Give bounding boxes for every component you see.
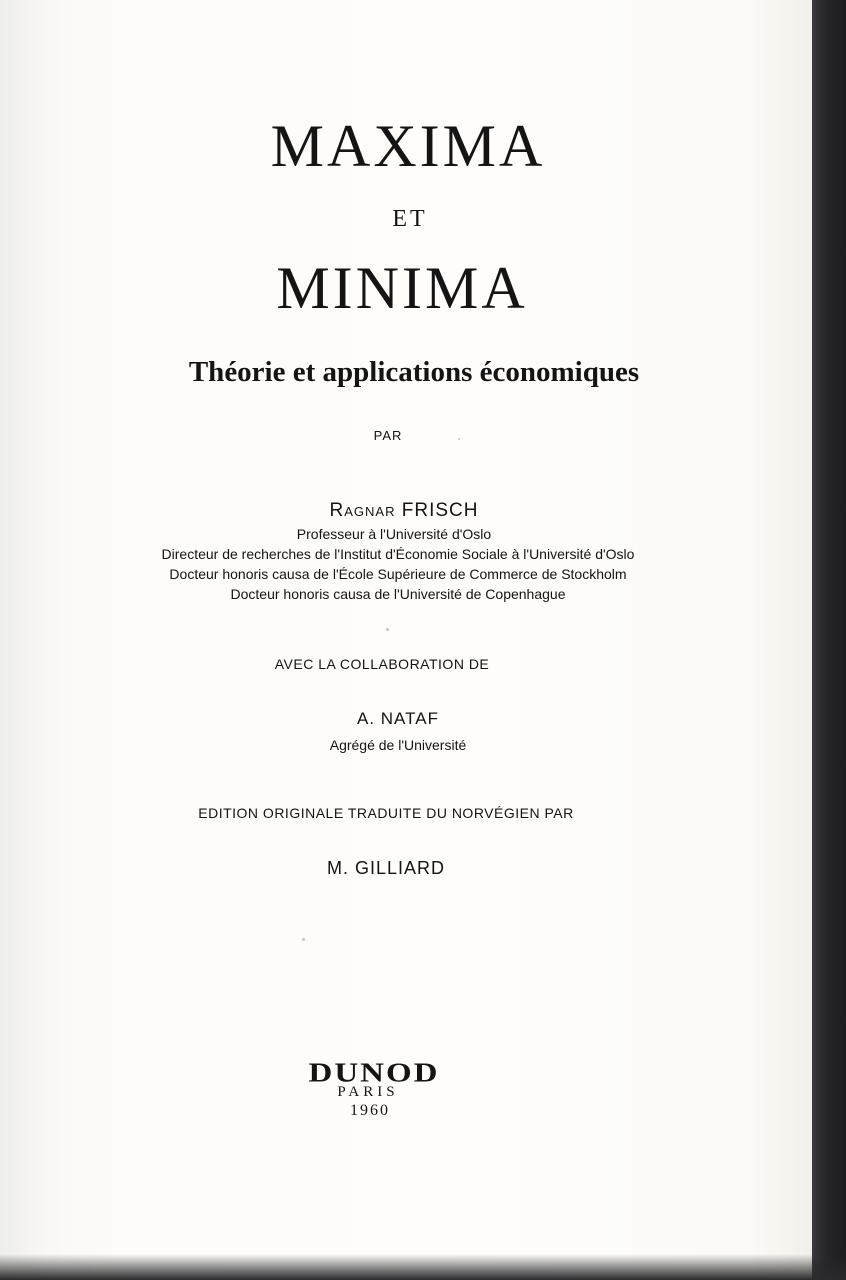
paper-speck — [302, 938, 305, 941]
collaborator-name: A. NATAF — [357, 709, 439, 728]
book-subtitle: Théorie et applications économiques — [188, 356, 640, 388]
publication-year: 1960 — [350, 1102, 390, 1119]
publisher-name: DUNOD — [308, 1058, 440, 1088]
book-title-maxima: MAXIMA — [270, 113, 546, 179]
collaborator-credential: Agrégé de l'Université — [329, 737, 467, 753]
author-credential: Docteur honoris causa de l'Université de Copenhague — [230, 586, 566, 602]
author-credential: Professeur à l'Université d'Oslo — [296, 526, 492, 542]
edition-label: EDITION ORIGINALE TRADUITE DU NORVÉGIEN PAR — [198, 805, 574, 821]
book-cover-edge — [812, 0, 846, 1280]
collaboration-label: AVEC LA COLLABORATION DE — [274, 656, 490, 672]
author-first-name: Ragnar — [329, 500, 396, 521]
author-credential: Directeur de recherches de l'Institut d'Économie Sociale à l'Université d'Oslo — [161, 546, 635, 562]
book-title-conjunction: ET — [392, 206, 428, 232]
book-title-minima: MINIMA — [276, 255, 528, 321]
paper-speck — [458, 438, 460, 440]
paper-speck — [386, 628, 389, 631]
by-label: PAR — [373, 428, 403, 443]
publisher-city: PARIS — [337, 1084, 399, 1100]
author-last-name: FRISCH — [401, 500, 479, 521]
author-credential: Docteur honoris causa de l'École Supérieure de Commerce de Stockholm — [169, 566, 627, 582]
book-cover-bottom-edge — [0, 1254, 846, 1280]
author-name — [0, 500, 810, 522]
translator-name: M. GILLIARD — [326, 858, 446, 878]
